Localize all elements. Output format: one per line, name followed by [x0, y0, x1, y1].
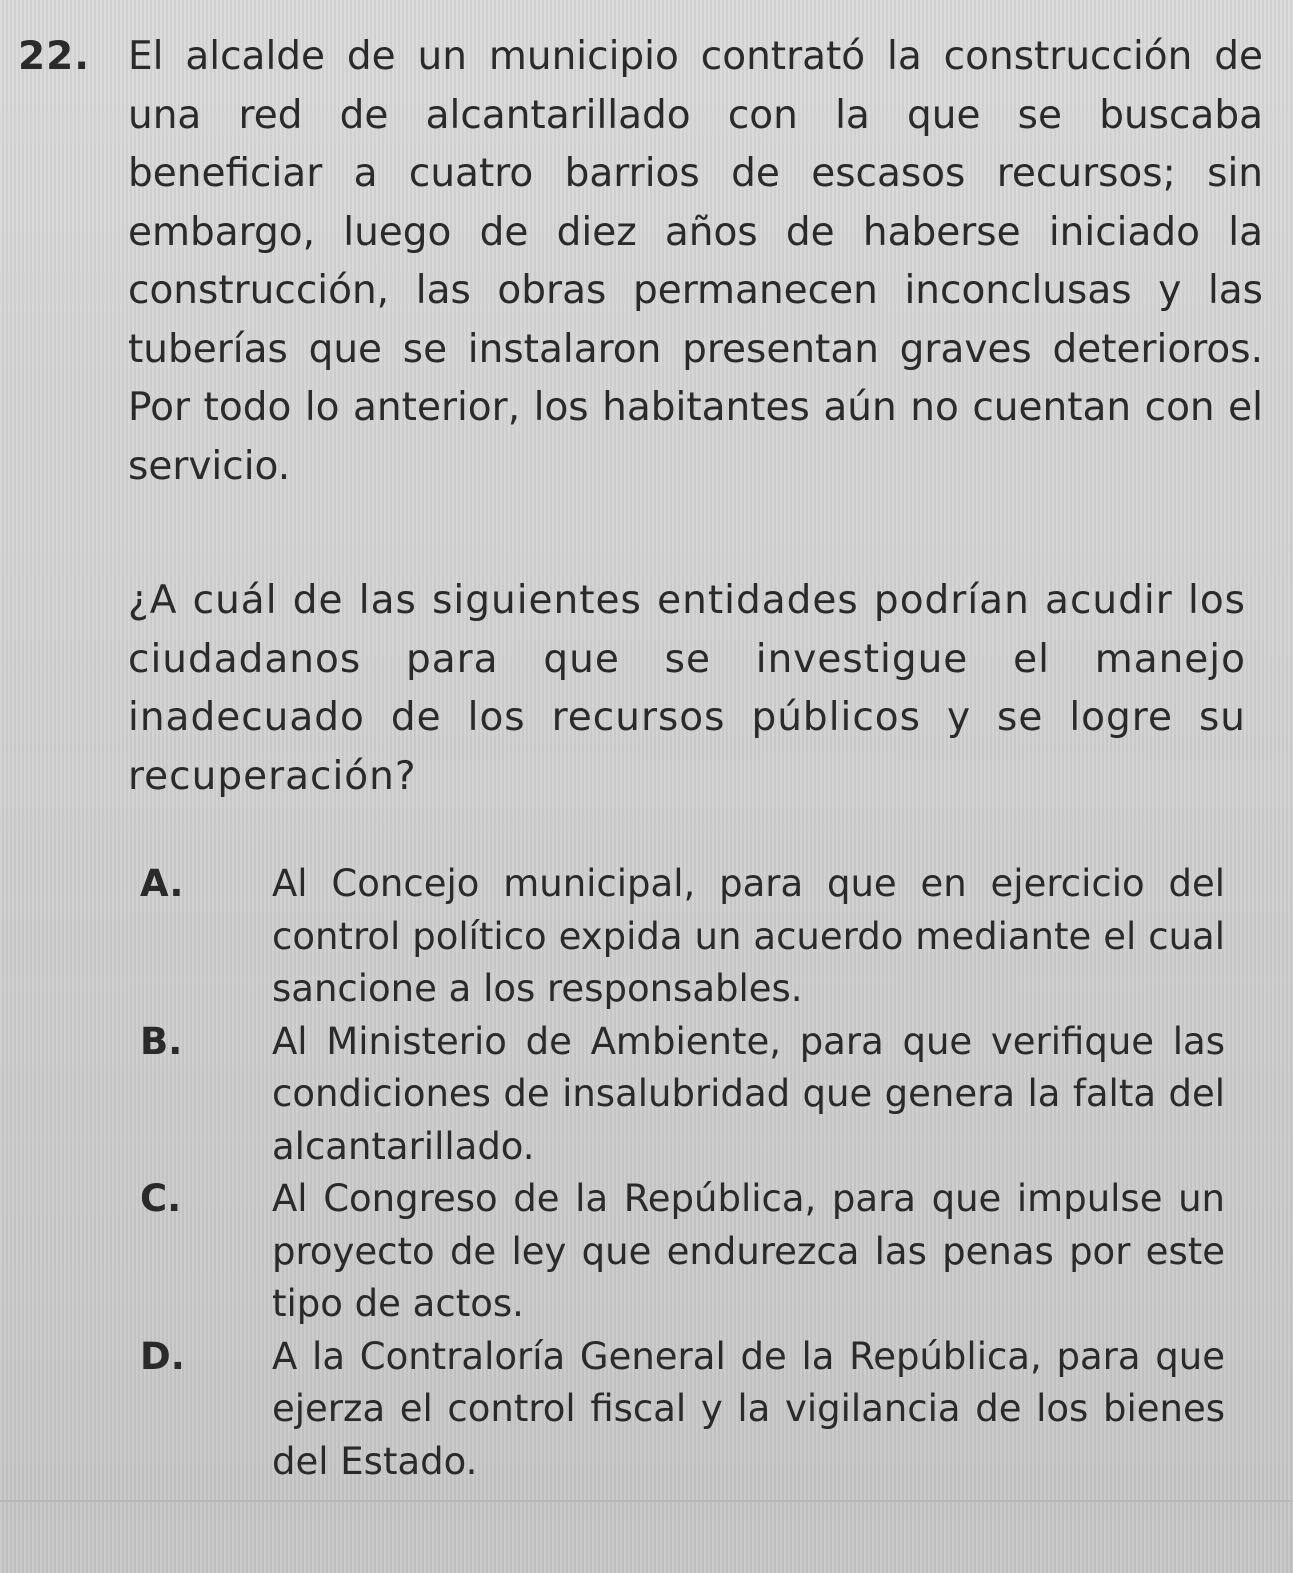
option-a[interactable] [140, 858, 1225, 1016]
option-letter: B. [140, 1019, 183, 1063]
option-d[interactable] [140, 1331, 1225, 1489]
option-letter: C. [140, 1177, 182, 1220]
option-text: Al Congreso de la República, para que impulse un proyecto de ley que endurezca las penas por este tipo de actos. [272, 1177, 1225, 1325]
option-c[interactable] [140, 1173, 1225, 1331]
option-text: Al Concejo municipal, para que en ejercicio del control político expida un acuerdo mediante el cual sancione a los responsables. [272, 862, 1225, 1010]
page-bottom-divider [0, 1500, 1293, 1502]
question-prompt: ¿A cuál de las siguientes entidades podrían acudir los ciudadanos para que se investigue el manejo inadecuado de los recursos públicos y se logre su recuperación? [128, 578, 1246, 799]
option-letter: D. [140, 1334, 185, 1378]
question-stem [18, 28, 1263, 496]
option-letter: A. [140, 862, 184, 905]
option-text: Al Ministerio de Ambiente, para que verifique las condiciones de insalubridad que genera la falta del alcantarillado. [272, 1019, 1225, 1168]
option-b[interactable] [140, 1016, 1225, 1174]
question-number: 22. [18, 34, 91, 79]
question-text: El alcalde de un municipio contrató la construcción de una red de alcantarillado con la que se buscaba beneficiar a cuatro barrios de escasos recursos; sin embargo, luego de diez años de haberse iniciado la construcción, las obras permanecen inconclusas y las tuberías que se instalaron presentan graves deterioros. Por todo lo anterior, los habitantes aún no cuentan con el servicio. [128, 34, 1263, 489]
answer-options [140, 858, 1225, 1488]
option-text: A la Contraloría General de la República, para que ejerza el control fiscal y la vigilancia de los bienes del Estado. [272, 1334, 1225, 1483]
